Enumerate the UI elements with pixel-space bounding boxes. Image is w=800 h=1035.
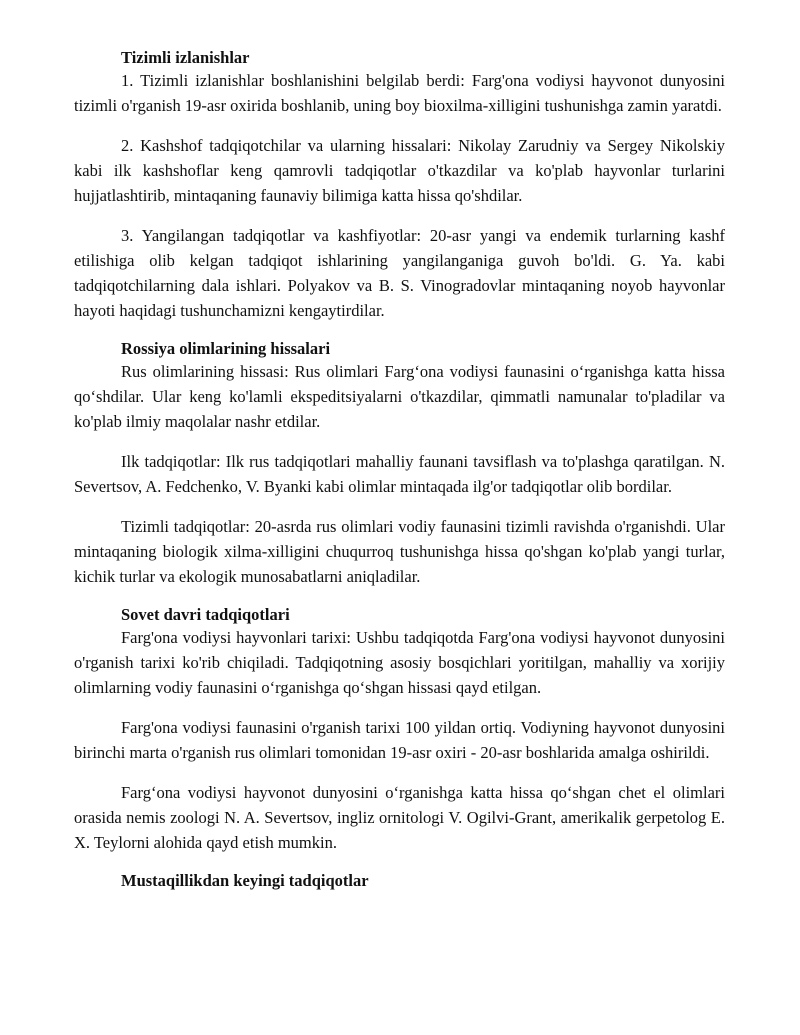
paragraph: Tizimli tadqiqotlar: 20-asrda rus olimlari vodiy faunasini tizimli ravishda o'rganishdi. Ular mintaqaning biologik xilma-xilligini chuqurroq tushunishga hissa qo'shgan ko'plab yangi turlar, kichik turlar va ekologik munosabatlarni aniqladilar. bbox=[74, 517, 725, 586]
paragraph: Farg‘ona vodiysi hayvonot dunyosini o‘rganishga katta hissa qo‘shgan chet el olimlari orasida nemis zoologi N. A. Severtsov, ingliz ornitologi V. Ogilvi-Grant, amerikalik gerpetolog E. X. Teylorni alohida qayd etish mumkin. bbox=[74, 783, 725, 852]
paragraph: 2. Kashshof tadqiqotchilar va ularning hissalari: Nikolay Zarudniy va Sergey Nikolskiy kabi ilk kashshoflar keng qamrovli tadqiqotlar o'tkazdilar va ko'plab hayvonlar turlarini hujjatlashtirib, mintaqaning faunaviy bilimiga katta hissa qo'shdilar. bbox=[74, 136, 725, 205]
paragraph: 1. Tizimli izlanishlar boshlanishini belgilab berdi: Farg'ona vodiysi hayvonot dunyosini tizimli o'rganish 19-asr oxirida boshlanib, uning boy bioxilma-xilligini tushunishga zamin yaratdi. bbox=[74, 71, 725, 115]
paragraph: Farg'ona vodiysi faunasini o'rganish tarixi 100 yildan ortiq. Vodiyning hayvonot dunyosini birinchi marta o'rganish rus olimlari tomonidan 19-asr oxiri - 20-asr boshlarida amalga oshirildi. bbox=[74, 718, 725, 762]
paragraph: 3. Yangilangan tadqiqotlar va kashfiyotlar: 20-asr yangi va endemik turlarning kashf etilishiga olib kelgan tadqiqot ishlarining yangilanganiga guvoh bo'ldi. G. Ya. kabi tadqiqotchilarning dala ishlari. Polyakov va B. S. Vinogradovlar mintaqaning noyob hayvonlar hayoti haqidagi tushunchamizni kengaytirdilar. bbox=[74, 226, 725, 320]
section-sovet-davri-tadqiqotlari bbox=[74, 605, 725, 855]
section-heading: Tizimli izlanishlar bbox=[121, 48, 250, 67]
paragraph: Rus olimlarining hissasi: Rus olimlari Farg‘ona vodiysi faunasini o‘rganishga katta hissa qo‘shdilar. Ular keng ko'lamli ekspeditsiyalarni o'tkazdilar, qimmatli namunalar to'pladilar va ko'plab ilmiy maqolalar nashr etdilar. bbox=[74, 362, 725, 431]
section-tizimli-izlanishlar bbox=[74, 48, 725, 323]
document-body bbox=[74, 48, 725, 891]
paragraph: Ilk tadqiqotlar: Ilk rus tadqiqotlari mahalliy faunani tavsiflash va to'plashga qaratilgan. N. Severtsov, A. Fedchenko, V. Byanki kabi olimlar mintaqada ilg'or tadqiqotlar olib bordilar. bbox=[74, 452, 725, 496]
section-heading: Rossiya olimlarining hissalari bbox=[121, 339, 331, 358]
section-heading: Mustaqillikdan keyingi tadqiqotlar bbox=[121, 871, 369, 890]
paragraph: Farg'ona vodiysi hayvonlari tarixi: Ushbu tadqiqotda Farg'ona vodiysi hayvonot dunyosini o'rganish tarixi ko'rib chiqiladi. Tadqiqotning asosiy bosqichlari yoritilgan, mahalliy va xorijiy olimlarning vodiy faunasini o‘rganishga qo‘shgan hissasi qayd etilgan. bbox=[74, 628, 725, 697]
section-rossiya-olimlarining-hissalari bbox=[74, 339, 725, 589]
section-mustaqillikdan-keyingi-tadqiqotlar bbox=[74, 871, 725, 891]
section-heading: Sovet davri tadqiqotlari bbox=[121, 605, 290, 624]
